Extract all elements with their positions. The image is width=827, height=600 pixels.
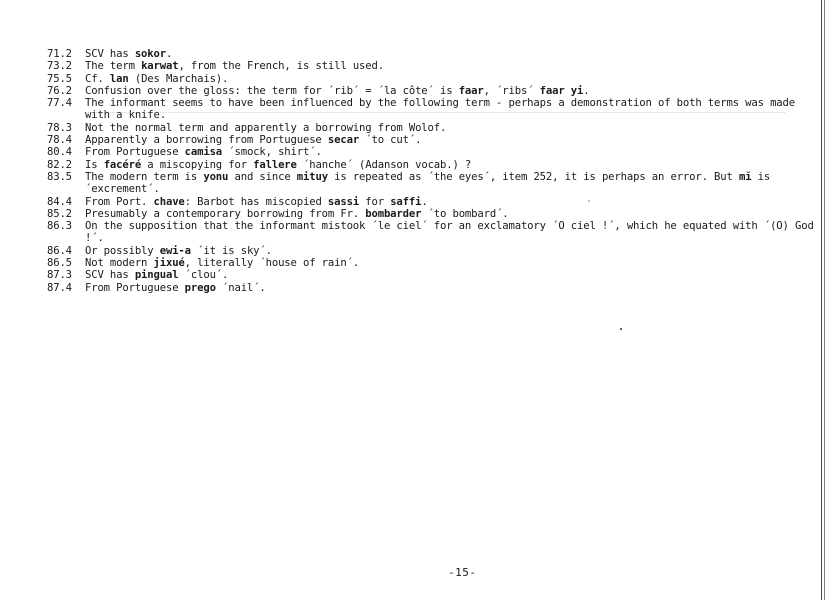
page-number: -15- <box>448 566 477 579</box>
note-number: 82.2 <box>47 158 72 171</box>
note-number: 71.2 <box>47 48 72 60</box>
note-text-run: The modern term is <box>85 170 204 183</box>
scan-edge-border <box>815 0 827 600</box>
note-number: 84.4 <box>47 195 72 208</box>
note-text <box>85 97 819 122</box>
note-text-run: a miscopying for <box>141 158 254 171</box>
note-text-run: ´hanche´ (Adanson vocab.) ? <box>296 158 472 171</box>
note-text-run: Confusion over the gloss: the term for ´rib´ = ´la côte´ is <box>85 84 459 97</box>
cited-term: ewi-a <box>159 244 191 257</box>
note-text-run: , ´ribs´ <box>483 84 540 97</box>
cited-term: karwat <box>141 60 179 73</box>
note-number: 75.5 <box>47 72 72 85</box>
note-text-run: ´to cut´. <box>359 134 422 147</box>
note-text-run: ´clou´. <box>178 269 229 282</box>
note-text-run: On the supposition that the informant mistook ´le ciel´ for an exclamatory ´O ciel !´, which he equated with ´(O) God !´. <box>85 220 814 245</box>
note-row <box>47 60 819 72</box>
cited-term: faar yi <box>539 84 584 97</box>
note-text <box>85 269 819 281</box>
note-text-run: ´smock, shirt´. <box>222 146 322 159</box>
note-number: 83.5 <box>47 170 72 183</box>
note-text-run: . <box>421 195 428 208</box>
note-text-run: , from the French, is still used. <box>178 60 384 73</box>
cited-term: prego <box>184 281 216 294</box>
note-text-run: . <box>165 48 173 60</box>
note-text <box>85 146 819 158</box>
note-text-run: From Port. <box>85 195 154 208</box>
scan-artifact-underline <box>85 112 785 114</box>
scan-edge-line <box>821 0 822 600</box>
note-text-run: The informant seems to have been influenced by the following term - perhaps a demonstration of both terms was made with a knife. <box>85 97 795 122</box>
note-number: 73.2 <box>47 60 72 73</box>
note-text <box>85 122 819 134</box>
note-number: 87.4 <box>47 281 72 294</box>
note-text <box>85 257 819 269</box>
cited-term: jixué <box>153 257 185 270</box>
note-row <box>47 73 819 85</box>
note-number: 76.2 <box>47 84 72 97</box>
note-row <box>47 159 819 171</box>
cited-term: mĭ <box>738 170 752 183</box>
cited-term: yonu <box>203 170 229 183</box>
note-text-run: Not modern <box>85 257 154 270</box>
note-text-run: ´nail´. <box>215 281 266 294</box>
note-text-run: (Des Marchais). <box>128 72 229 85</box>
note-text <box>85 171 819 196</box>
note-text-run: SCV has <box>85 269 135 282</box>
note-number: 86.5 <box>47 257 72 270</box>
note-text-run: Is <box>85 158 104 171</box>
note-text-run: The term <box>85 60 142 73</box>
cited-term: faar <box>458 84 484 97</box>
cited-term: sassi <box>327 195 360 208</box>
scan-speck <box>588 200 590 202</box>
note-text-run: , literally ´house of rain´. <box>184 257 360 270</box>
cited-term: bombarder <box>365 207 422 220</box>
note-text-run: and since <box>228 170 297 183</box>
note-number: 86.3 <box>47 220 72 233</box>
note-text-run: ´to bombard´. <box>421 207 509 220</box>
note-text <box>85 245 819 257</box>
cited-term: pingual <box>134 269 179 282</box>
note-text-run: : Barbot has miscopied <box>184 195 328 208</box>
note-row <box>47 146 819 158</box>
cited-term: saffi <box>390 195 422 208</box>
note-number: 80.4 <box>47 146 72 159</box>
note-text-run: is repeated as ´the eyes´, item 252, it is perhaps an error. But <box>327 170 739 183</box>
note-text <box>85 134 819 146</box>
note-row <box>47 122 819 134</box>
note-text <box>85 48 819 60</box>
note-text <box>85 208 819 220</box>
scan-edge-line <box>824 0 825 600</box>
note-text-run: Presumably a contemporary borrowing from Fr. <box>85 207 366 220</box>
note-text <box>85 85 819 97</box>
note-text <box>85 73 819 85</box>
note-text-run: From Portuguese <box>85 281 185 294</box>
cited-term: lan <box>109 72 129 85</box>
note-row <box>47 134 819 146</box>
note-number: 78.4 <box>47 134 72 147</box>
note-text <box>85 220 819 245</box>
note-row <box>47 245 819 257</box>
cited-term: sokor <box>134 48 166 60</box>
note-row <box>47 196 819 208</box>
note-text-run: From Portuguese <box>85 146 185 159</box>
note-text-run: Or possibly <box>85 244 160 257</box>
note-text-run: is ´excrement´. <box>85 170 771 196</box>
note-text-run: Apparently a borrowing from Portuguese <box>85 134 328 147</box>
cited-term: mituy <box>296 170 328 183</box>
note-text-run: ´it is sky´. <box>190 244 272 257</box>
note-text <box>85 159 819 171</box>
note-row <box>47 282 819 294</box>
note-text-run: . <box>583 84 590 97</box>
note-text <box>85 282 819 294</box>
note-text <box>85 196 819 208</box>
note-row <box>47 48 819 60</box>
note-row <box>47 220 819 245</box>
notes-list <box>47 48 819 294</box>
note-text-run: SCV has <box>85 48 135 60</box>
note-number: 77.4 <box>47 97 72 110</box>
note-number: 87.3 <box>47 269 72 282</box>
note-row <box>47 269 819 281</box>
note-text-run: Not the normal term and apparently a borrowing from Wolof. <box>85 121 447 134</box>
cited-term: chave <box>153 195 185 208</box>
cited-term: secar <box>327 134 360 147</box>
scan-speck <box>620 328 622 330</box>
note-number: 86.4 <box>47 244 72 257</box>
note-text-run: Cf. <box>85 72 110 85</box>
cited-term: facéré <box>103 158 142 171</box>
cited-term: camisa <box>184 146 223 159</box>
note-text <box>85 60 819 72</box>
note-text-run: for <box>359 195 391 208</box>
note-row <box>47 97 819 122</box>
note-row <box>47 85 819 97</box>
note-row <box>47 171 819 196</box>
cited-term: fallere <box>253 158 297 171</box>
note-row <box>47 208 819 220</box>
note-number: 78.3 <box>47 121 72 134</box>
note-number: 85.2 <box>47 207 72 220</box>
note-row <box>47 257 819 269</box>
